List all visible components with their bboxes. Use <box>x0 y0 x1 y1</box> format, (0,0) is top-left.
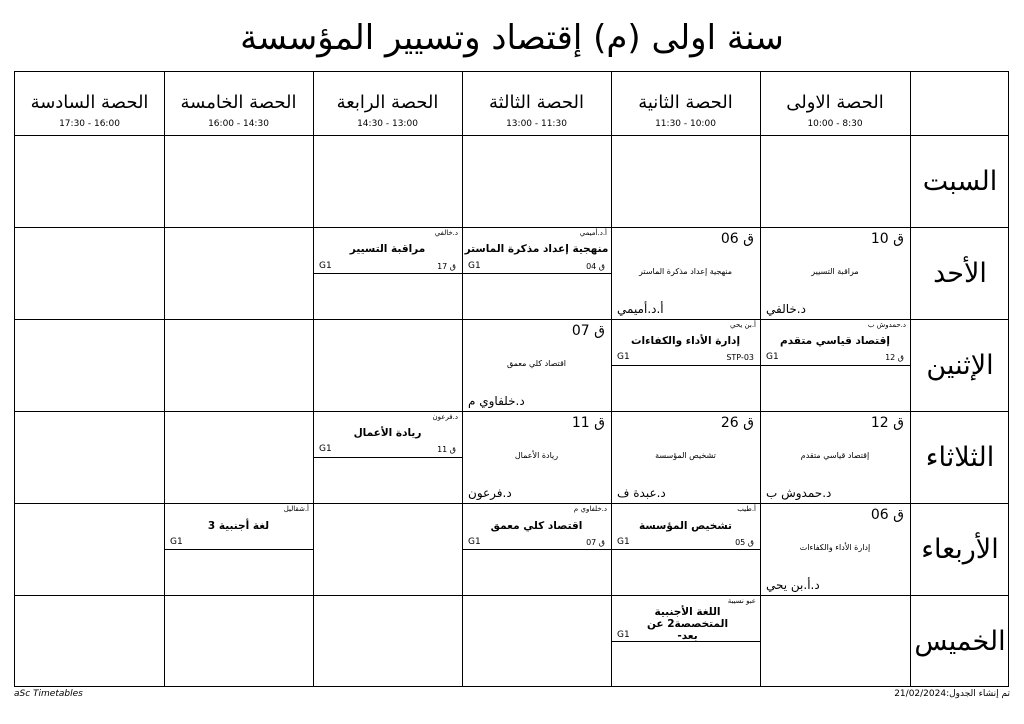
timetable-grid <box>14 71 1009 687</box>
lesson-wed-p5[interactable]: أ.شقاليل لغة أجنبية 3 G1 <box>170 505 309 547</box>
lesson-tue-p4[interactable]: د.فرعون ريادة الأعمال G1 ق 11 <box>319 413 458 454</box>
lesson-sun-p3[interactable]: أ.د.أميمي منهجية إعداد مذكرة الماستر G1 ق 04 <box>464 229 609 271</box>
lesson-wed-p1[interactable]: ق 06 إدارة الأداء والكفاءات د.أ.بن يحي <box>766 507 904 592</box>
period-header-3: الحصة الثالثة 13:00 - 11:30 <box>488 92 585 129</box>
day-label-monday: الإثنين <box>926 349 994 381</box>
footer-generator: aSc Timetables <box>14 689 83 699</box>
lesson-wed-p3[interactable]: د.خلفاوي م اقتصاد كلي معمق G1 ق 07 <box>468 505 607 547</box>
day-label-tuesday: الثلاثاء <box>925 441 995 473</box>
lesson-mon-p2[interactable]: أ.بن يحي إدارة الأداء والكفاءات G1 STP-03 <box>617 321 756 362</box>
lesson-tue-p2[interactable]: ق 26 تشخيص المؤسسة د.عبدة ف <box>617 415 754 500</box>
period-header-5: الحصة الخامسة 16:00 - 14:30 <box>180 92 297 129</box>
footer-created-date: تم إنشاء الجدول:21/02/2024 <box>894 689 1010 699</box>
lesson-thu-p2[interactable]: عبو نسيبة اللغة الأجنبية المتخصصة2 عن بعد- G1 <box>617 597 756 642</box>
day-label-saturday: السبت <box>922 165 998 197</box>
lesson-sun-p2[interactable]: ق 06 منهجية إعداد مذكرة الماستر أ.د.أميمي <box>617 231 754 316</box>
lesson-mon-p1[interactable]: د.حمدوش ب إقتصاد قياسي متقدم G1 ق 12 <box>766 321 906 362</box>
day-label-wednesday: الأربعاء <box>921 533 999 565</box>
lesson-mon-p3[interactable]: ق 07 اقتصاد كلي معمق د.خلفاوي م <box>468 323 605 408</box>
lesson-tue-p3[interactable]: ق 11 ريادة الأعمال د.فرعون <box>468 415 605 500</box>
period-header-2: الحصة الثانية 11:30 - 10:00 <box>638 92 733 129</box>
lesson-sun-p1[interactable]: ق 10 مراقبة التسيير د.خالفي <box>766 231 904 316</box>
period-header-4: الحصة الرابعة 14:30 - 13:00 <box>336 92 439 129</box>
lesson-sun-p4[interactable]: د.خالفي مراقبة التسيير G1 ق 17 <box>319 229 458 271</box>
timetable-title: سنة اولى (م) إقتصاد وتسيير المؤسسة <box>240 18 784 58</box>
lesson-tue-p1[interactable]: ق 12 إقتصاد قياسي متقدم د.حمدوش ب <box>766 415 904 500</box>
day-label-thursday: الخميس <box>914 625 1006 657</box>
day-label-sunday: الأحد <box>933 257 987 289</box>
period-header-1: الحصة الاولى 10:00 - 8:30 <box>786 92 884 129</box>
period-header-6: الحصة السادسة 17:30 - 16:00 <box>30 92 149 129</box>
lesson-wed-p2[interactable]: أ.طيب تشخيص المؤسسة G1 ق 05 <box>617 505 756 547</box>
